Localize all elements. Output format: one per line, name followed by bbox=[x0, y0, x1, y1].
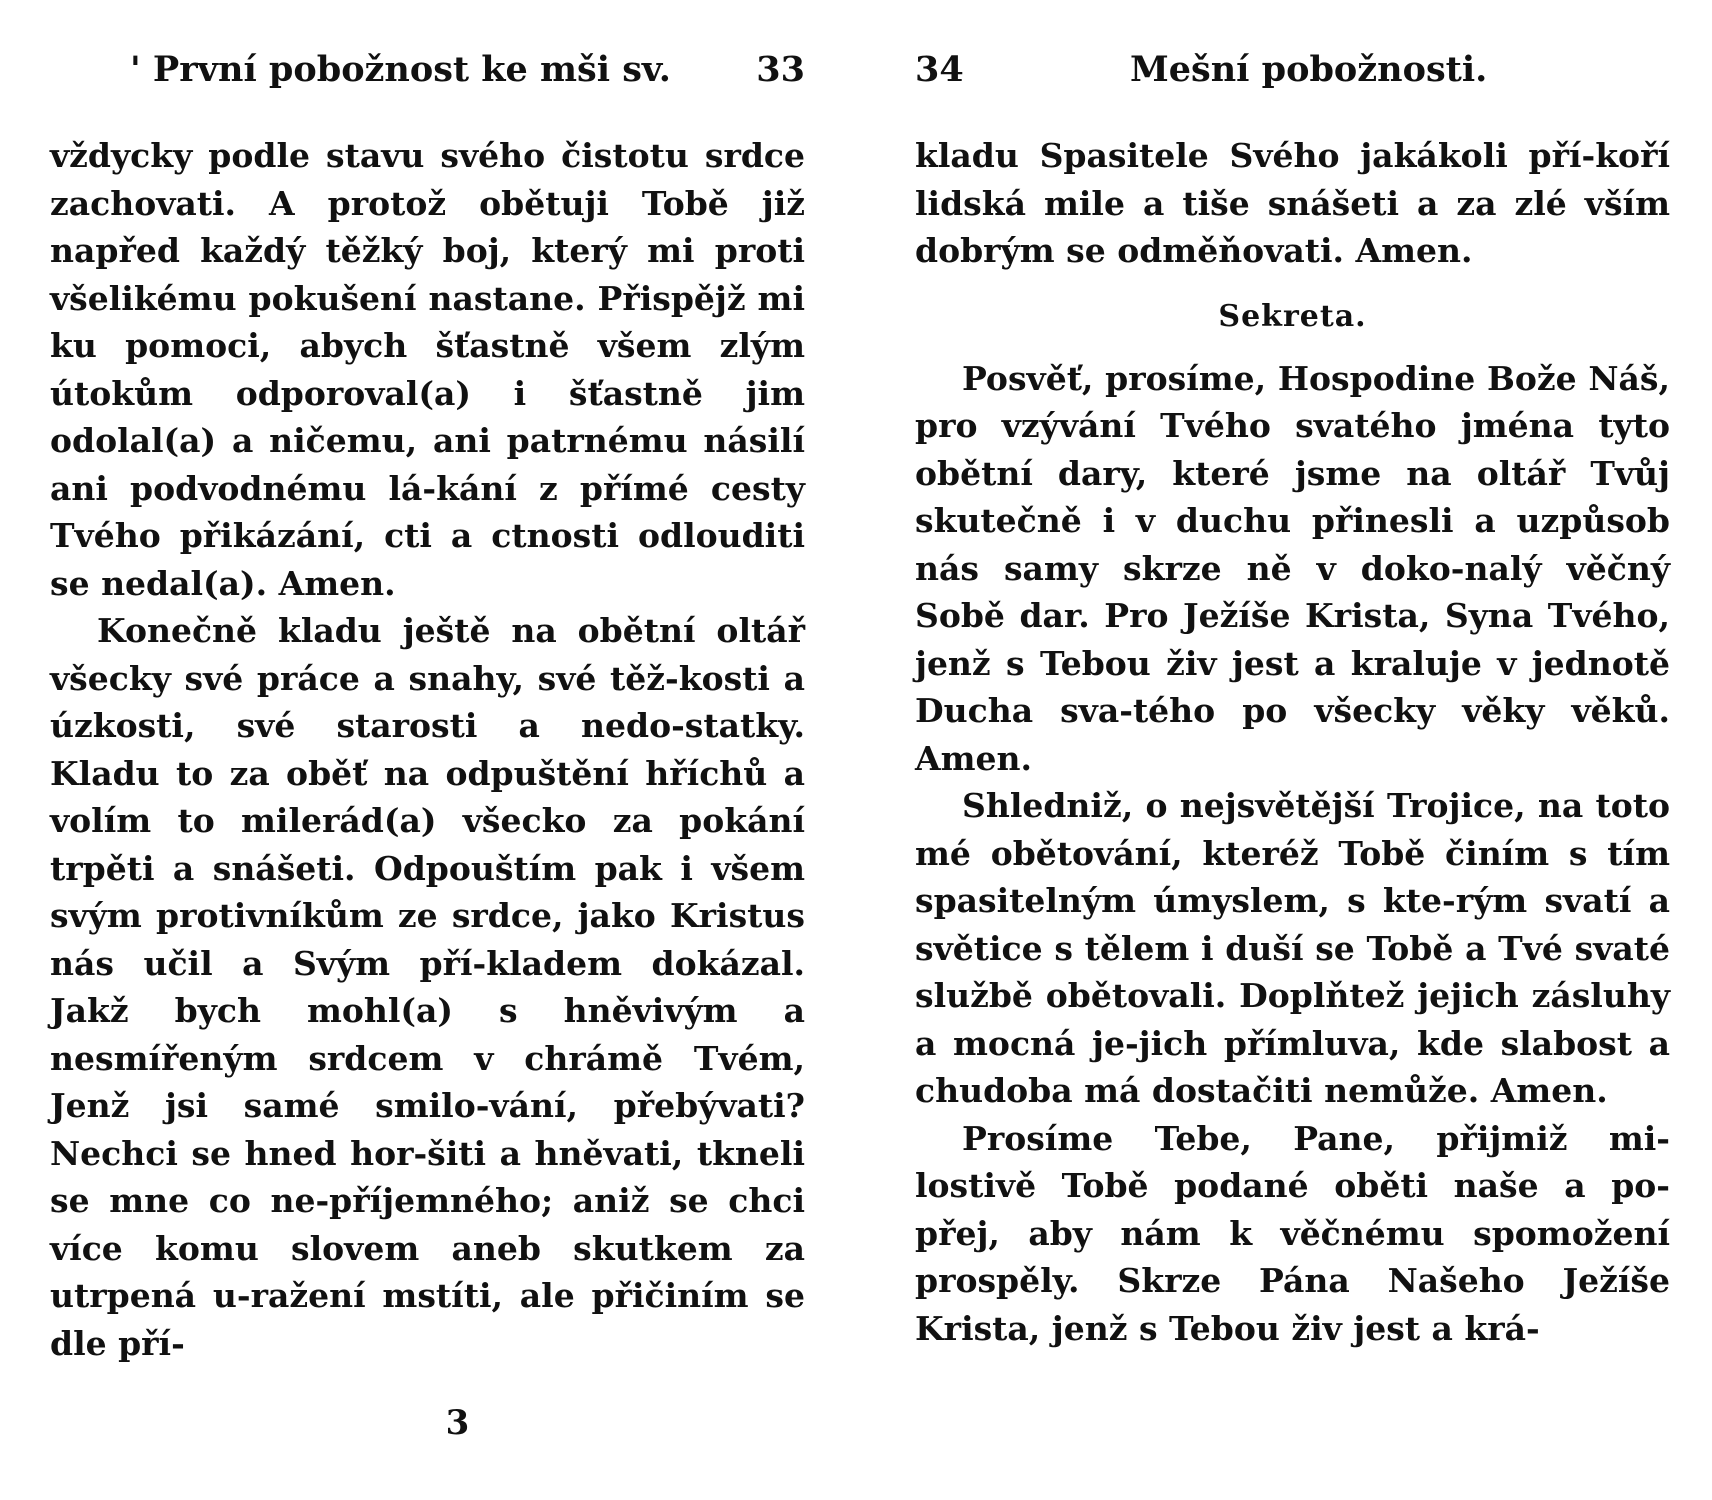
left-body-text bbox=[50, 132, 805, 1367]
right-page bbox=[915, 0, 1670, 1500]
right-body-text bbox=[915, 132, 1670, 1352]
left-running-title: ' První pobožnost ke mši sv. bbox=[130, 49, 671, 90]
right-page-number: 34 bbox=[915, 49, 964, 90]
left-paragraph: vždycky podle stavu svého čistotu srdce zachovati. A protož obětuji Tobě již napřed každý těžký boj, který mi proti všelikému pokušení nastane. Přispějž mi ku pomoci, abych šťastně všem zlým útokům odporoval(a) i šťastně jim odolal(a) a ničemu, ani patrnému násilí ani podvodnému lá-kání z přímé cesty Tvého přikázání, cti a ctnosti odlouditi se nedal(a). Amen. bbox=[50, 136, 805, 603]
signature-mark: 3 bbox=[445, 1403, 470, 1443]
right-running-title: Mešní pobožnosti. bbox=[1130, 49, 1488, 90]
left-page-number: 33 bbox=[756, 49, 805, 90]
left-paragraph: Konečně kladu ještě na obětní oltář všecky své práce a snahy, své těž-kosti a úzkosti, své starosti a nedo-statky. Kladu to za oběť na odpuštění hříchů a volím to milerád(a) všecko za pokání trpěti a snášeti. Odpouštím pak i všem svým protivníkům ze srdce, jako Kristus nás učil a Svým pří-kladem dokázal. Jakž bych mohl(a) s hněvivým a nesmířeným srdcem v chrámě Tvém, Jenž jsi samé smilo-vání, přebývati? Nechci se hned hor-šiti a hněvati, tkneli se mne co ne-příjemného; aniž se chci více komu slovem aneb skutkem za utrpená u-ražení mstíti, ale přičiním se dle pří- bbox=[50, 611, 805, 1363]
right-running-head bbox=[915, 40, 1670, 100]
section-heading: Sekreta. bbox=[1218, 298, 1367, 334]
left-page bbox=[50, 0, 805, 1500]
right-paragraph: Shledniž, o nejsvětější Trojice, na toto mé obětování, kteréž Tobě činím s tím spasitelným úmyslem, s kte-rým svatí a světice s tělem i duší se Tobě a Tvé svaté službě obětovali. Doplňtež jejich zásluhy a mocná je-jich přímluva, kde slabost a chudoba má dostačiti nemůže. Amen. bbox=[915, 786, 1670, 1110]
left-running-head bbox=[50, 40, 805, 100]
right-paragraph: Prosíme Tebe, Pane, přijmiž mi-lostivě Tobě podané oběti naše a po-přej, aby nám k věčnému spomožení prospěly. Skrze Pána Našeho Ježíše Krista, jenž s Tebou živ jest a krá- bbox=[915, 1118, 1670, 1348]
right-paragraph: Posvěť, prosíme, Hospodine Bože Náš, pro vzývání Tvého svatého jména tyto obětní dary, které jsme na oltář Tvůj skutečně i v duchu přinesli a uzpůsob nás samy skrze ně v doko-nalý věčný Sobě dar. Pro Ježíše Krista, Syna Tvého, jenž s Tebou živ jest a kraluje v jednotě Ducha sva-tého po všecky věky věků. Amen. bbox=[915, 358, 1670, 778]
right-opening-paragraph: kladu Spasitele Svého jakákoli pří-koří lidská mile a tiše snášeti a za zlé vším dobrým se odměňovati. Amen. bbox=[915, 136, 1670, 270]
